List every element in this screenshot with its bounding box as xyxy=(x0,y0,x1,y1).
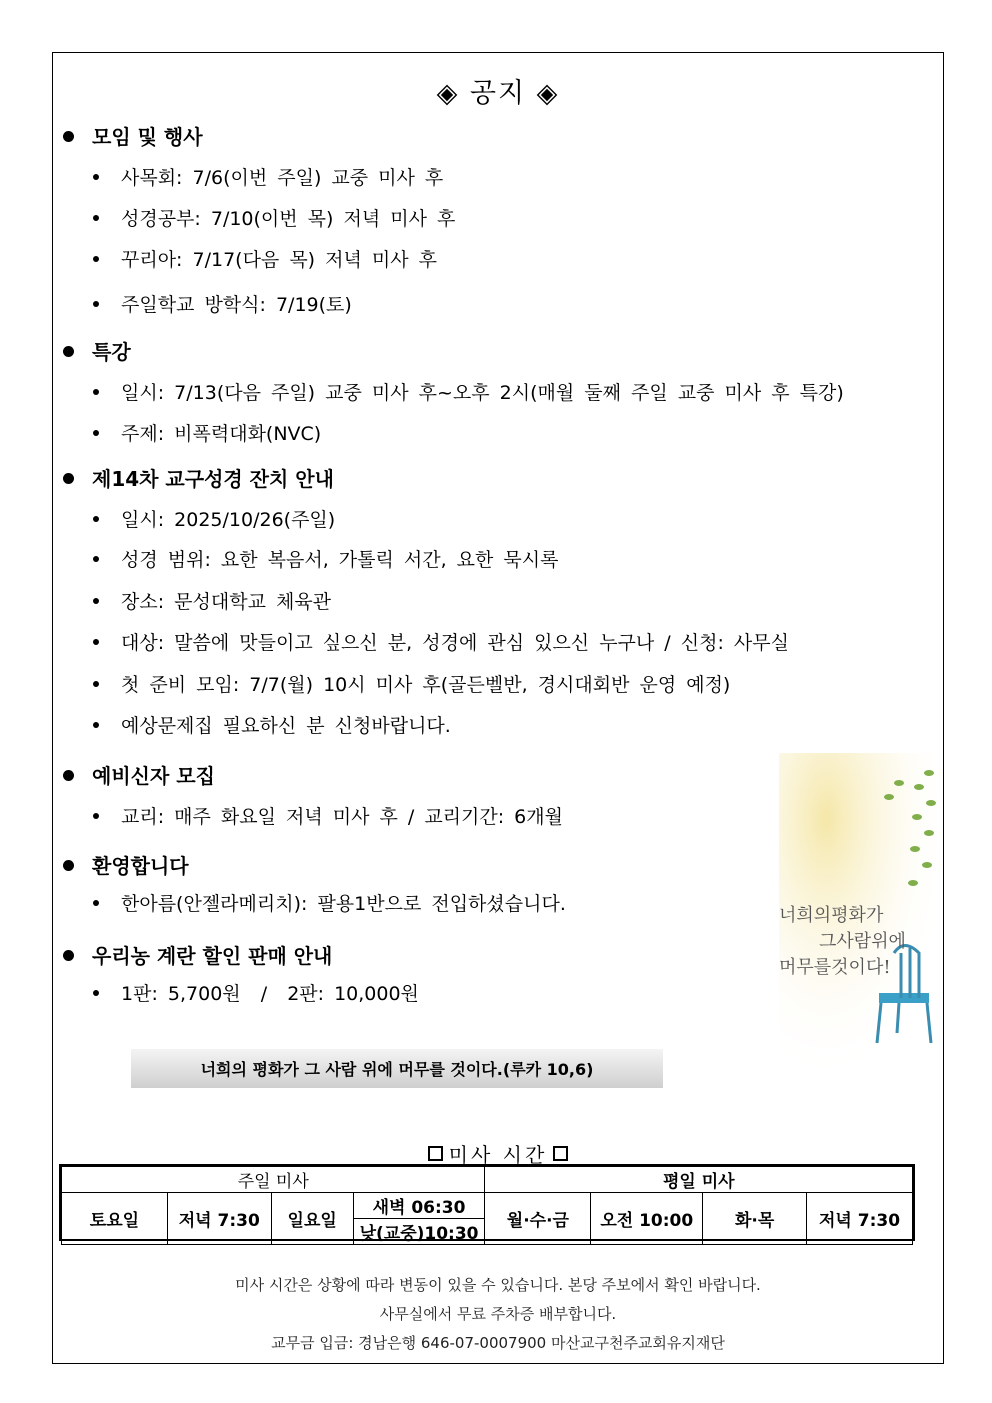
chair-illustration xyxy=(779,753,937,1083)
bullet-dot-icon xyxy=(63,346,74,357)
list-item: 성경공부: 7/10(이번 목) 저녁 미사 후 xyxy=(93,204,455,231)
section-heading-lecture: 특강 xyxy=(63,336,131,365)
section-heading-egg-sale: 우리농 계란 할인 판매 안내 xyxy=(63,940,332,969)
saturday-label: 토요일 xyxy=(62,1193,168,1245)
bank-account-line: 교무금 입금: 경남은행 646-07-0007900 마산교구천주교회유지재단 xyxy=(271,1334,725,1352)
list-item: 한아름(안젤라메리치): 팔용1반으로 전입하셨습니다. xyxy=(93,889,566,916)
list-item: 첫 준비 모임: 7/7(월) 10시 미사 후(골든벨반, 경시대회반 운영 예정) xyxy=(93,670,730,697)
mon-wed-fri-label: 월·수·금 xyxy=(485,1193,591,1245)
sunday-day-time: 낮(교중)10:30 xyxy=(353,1219,485,1245)
bullet-dot-icon xyxy=(63,950,74,961)
list-item: 주일학교 방학식: 7/19(토) xyxy=(93,290,352,317)
bullet-icon xyxy=(93,900,99,906)
section-heading-catechumen: 예비신자 모집 xyxy=(63,760,215,789)
handwritten-verse: 너희의평화가 그사람위에 머무를것이다! xyxy=(779,905,906,978)
checkbox-square-icon xyxy=(553,1146,568,1161)
bullet-icon xyxy=(93,722,99,728)
saturday-time: 저녁 7:30 xyxy=(167,1193,271,1245)
mass-times-title: 미사 시간 xyxy=(53,1139,943,1168)
bullet-icon xyxy=(93,301,99,307)
list-item: 사목회: 7/6(이번 주일) 교중 미사 후 xyxy=(93,163,443,190)
bullet-icon xyxy=(93,556,99,562)
tue-thu-label: 화·목 xyxy=(703,1193,807,1245)
list-item: 예상문제집 필요하신 분 신청바랍니다. xyxy=(93,711,451,738)
list-item: 주제: 비폭력대화(NVC) xyxy=(93,419,321,446)
footer-notes xyxy=(53,1271,943,1358)
sunday-dawn-time: 새벽 06:30 xyxy=(353,1193,485,1219)
notice-frame xyxy=(52,52,944,1364)
tue-thu-time: 저녁 7:30 xyxy=(807,1193,913,1245)
mon-wed-fri-time: 오전 10:00 xyxy=(591,1193,703,1245)
note-line: 사무실에서 무료 주차증 배부합니다. xyxy=(379,1305,617,1323)
bullet-dot-icon xyxy=(63,473,74,484)
sunday-mass-header: 주일 미사 xyxy=(62,1167,485,1193)
bullet-icon xyxy=(93,430,99,436)
bullet-icon xyxy=(93,639,99,645)
list-item: 대상: 말씀에 맛들이고 싶으신 분, 성경에 관심 있으신 누구나 / 신청: 사무실 xyxy=(93,628,789,655)
sunday-label: 일요일 xyxy=(271,1193,353,1245)
list-item: 교리: 매주 화요일 저녁 미사 후 / 교리기간: 6개월 xyxy=(93,802,563,829)
page-title: ◈ 공지 ◈ xyxy=(436,78,560,109)
section-heading-bible-festival: 제14차 교구성경 잔치 안내 xyxy=(63,463,334,492)
bullet-icon xyxy=(93,256,99,262)
bullet-dot-icon xyxy=(63,860,74,871)
list-item: 성경 범위: 요한 복음서, 가톨릭 서간, 요한 묵시록 xyxy=(93,545,558,572)
list-item: 일시: 7/13(다음 주일) 교중 미사 후~오후 2시(매월 둘째 주일 교중 미사 후 특강) xyxy=(93,378,844,405)
bullet-icon xyxy=(93,681,99,687)
bullet-icon xyxy=(93,813,99,819)
section-heading-welcome: 환영합니다 xyxy=(63,850,189,879)
list-item: 장소: 문성대학교 체육관 xyxy=(93,587,331,614)
bullet-dot-icon xyxy=(63,770,74,781)
bullet-icon xyxy=(93,215,99,221)
bullet-icon xyxy=(93,174,99,180)
list-item: 일시: 2025/10/26(주일) xyxy=(93,505,335,532)
list-item: 1판: 5,700원 / 2판: 10,000원 xyxy=(93,979,419,1006)
note-line: 미사 시간은 상황에 따라 변동이 있을 수 있습니다. 본당 주보에서 확인 바랍니다. xyxy=(235,1276,761,1294)
section-heading-meetings: 모임 및 행사 xyxy=(63,121,203,150)
bullet-dot-icon xyxy=(63,131,74,142)
bullet-icon xyxy=(93,516,99,522)
mass-times-table xyxy=(61,1166,913,1245)
checkbox-square-icon xyxy=(428,1146,443,1161)
list-item: 꾸리아: 7/17(다음 목) 저녁 미사 후 xyxy=(93,245,437,272)
bullet-icon xyxy=(93,598,99,604)
bullet-icon xyxy=(93,389,99,395)
weekday-mass-header: 평일 미사 xyxy=(485,1167,913,1193)
bullet-icon xyxy=(93,990,99,996)
scripture-quote-banner: 너희의 평화가 그 사람 위에 머무를 것이다.(루카 10,6) xyxy=(131,1049,663,1088)
